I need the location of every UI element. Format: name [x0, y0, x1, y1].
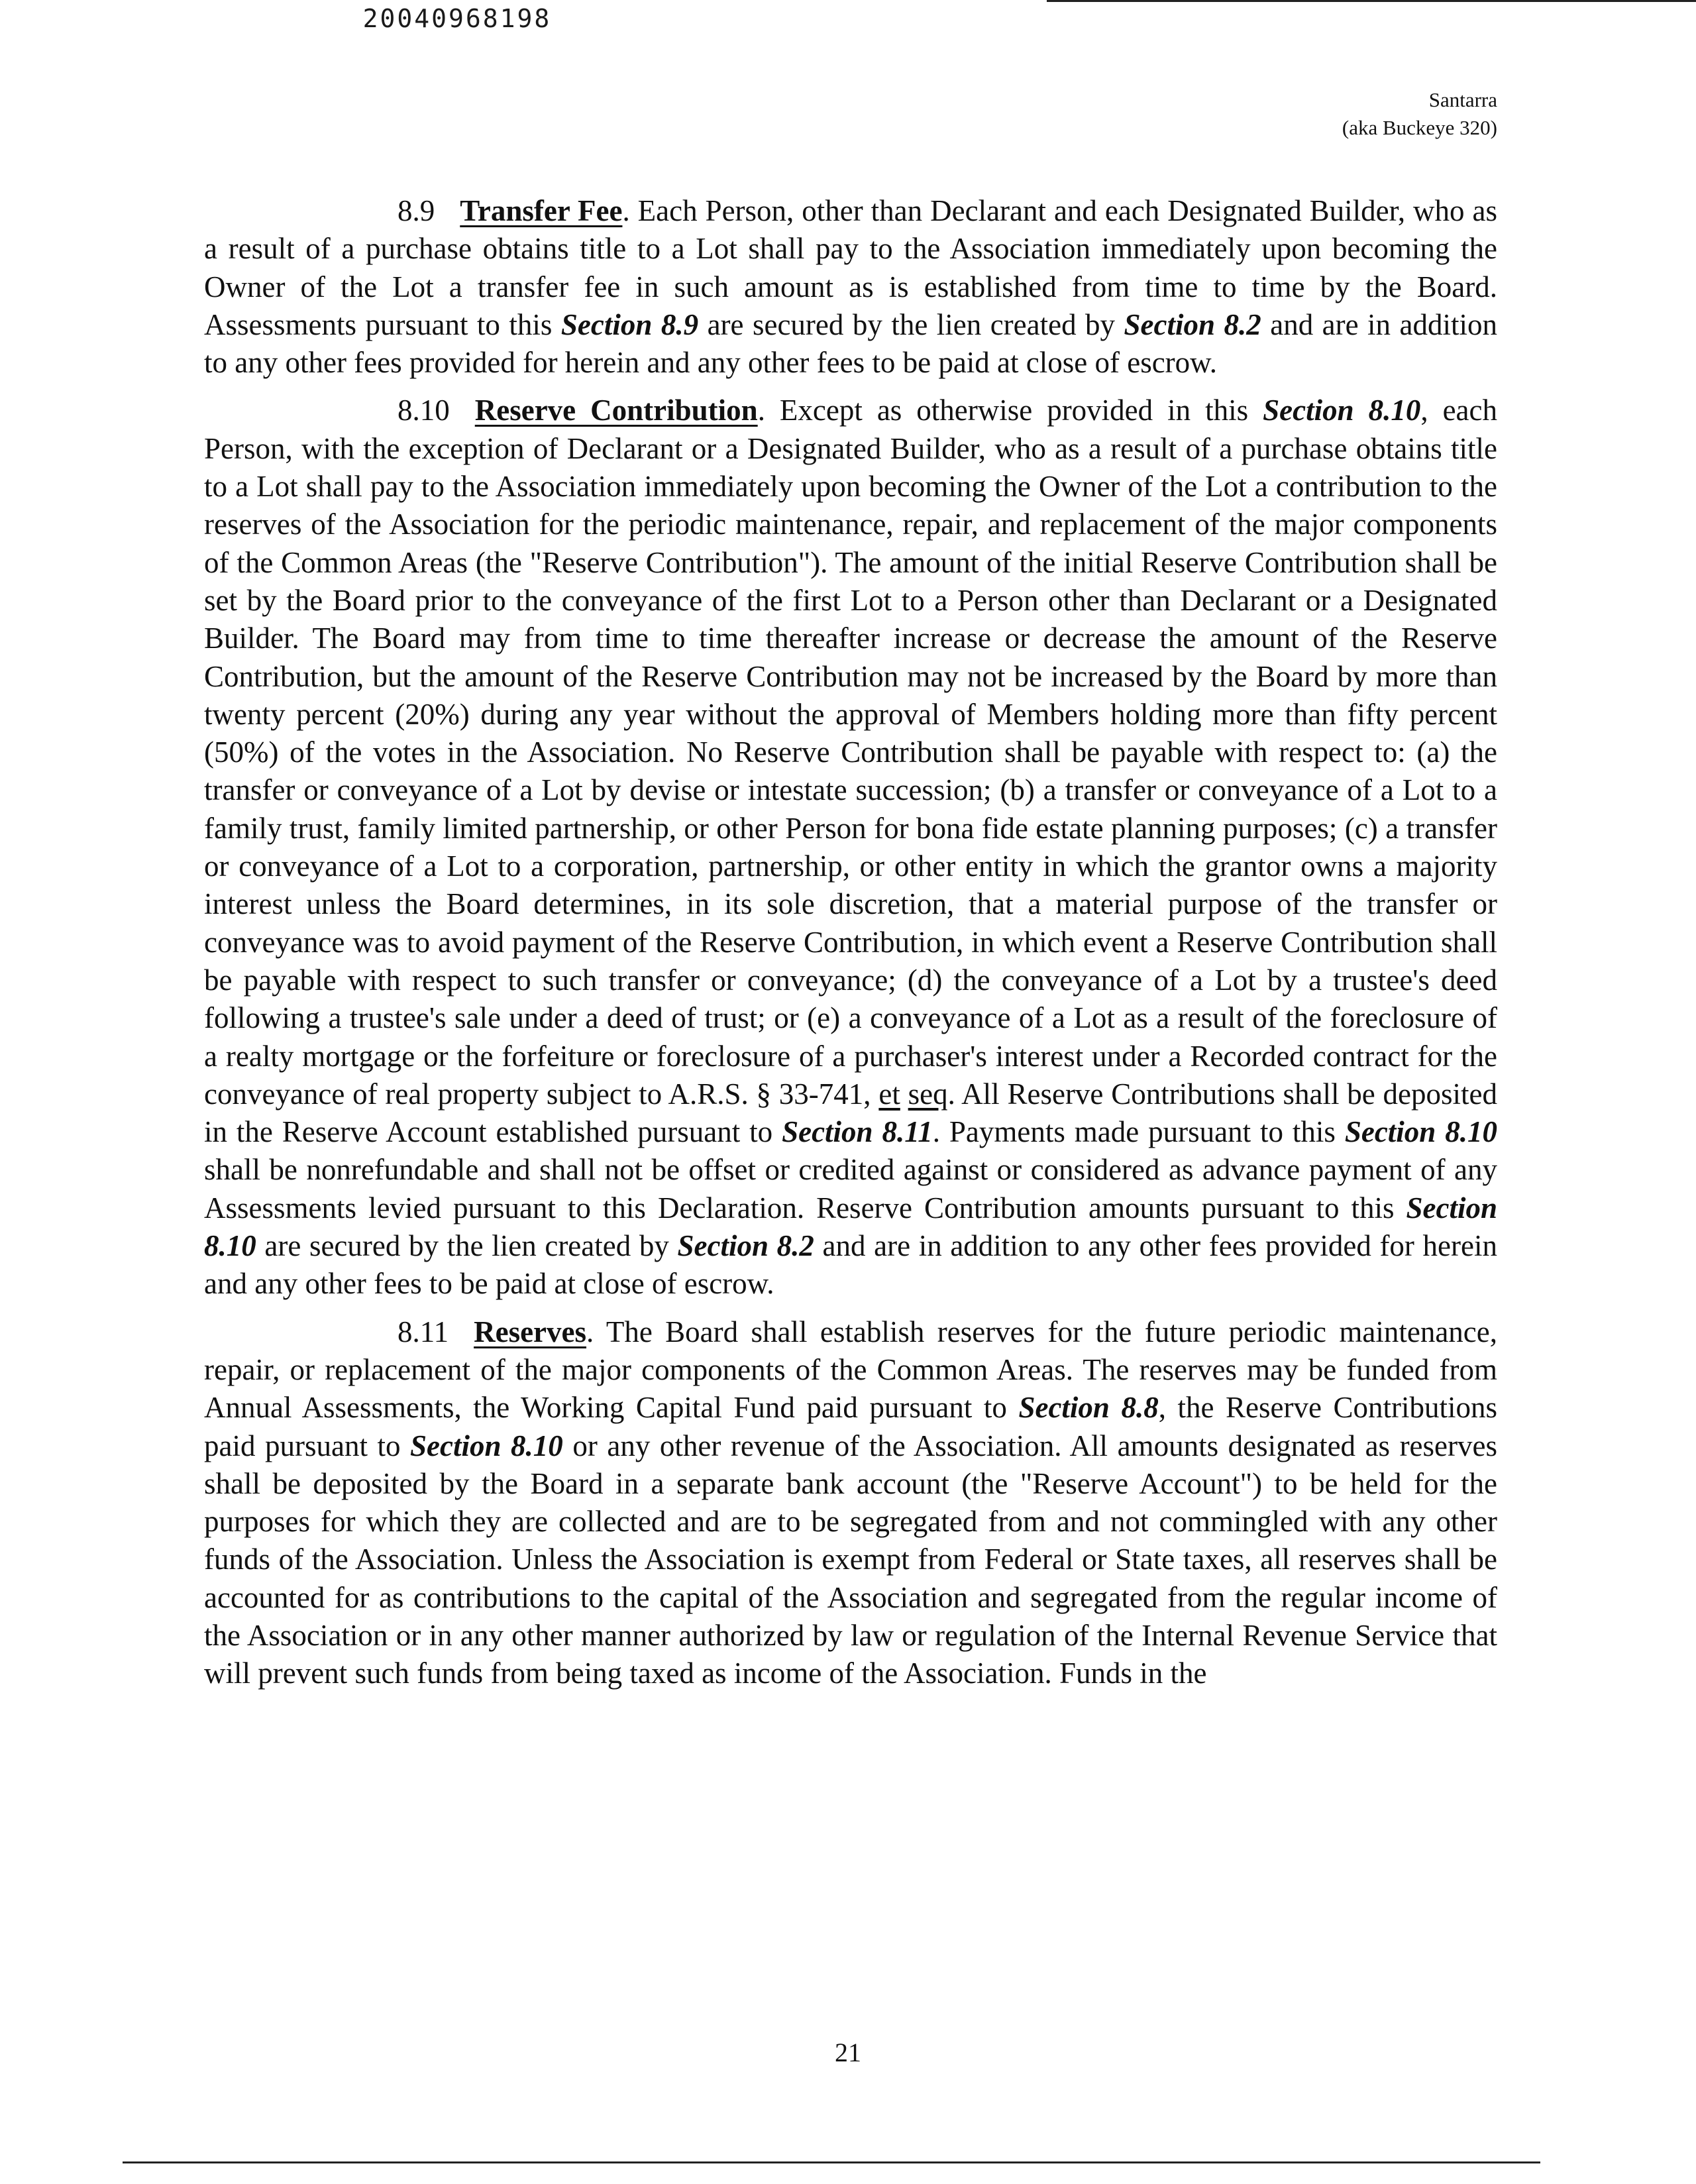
section-8-11-paragraph: [204, 1313, 1497, 1693]
section-number: 8.9: [398, 194, 435, 227]
section-reference: Section 8.10: [1344, 1115, 1497, 1149]
latin-term: seq: [908, 1077, 948, 1111]
body-text: Except as otherwise provided in this: [765, 394, 1263, 427]
bottom-rule: [123, 2161, 1540, 2163]
header-block: [1342, 86, 1497, 142]
section-reference: Section 8.10: [204, 1191, 1497, 1263]
section-heading: Reserve Contribution: [474, 394, 758, 427]
section-8-9-paragraph: [204, 192, 1497, 382]
latin-term: et: [878, 1077, 900, 1111]
section-reference: Section 8.2: [1124, 307, 1261, 341]
body-text: are secured by the lien created by: [256, 1229, 678, 1263]
body-text: and are in addition to any other fees provided for herein and any other fees to be paid at close of escrow.: [204, 307, 1497, 380]
body-text: are secured by the lien created by: [698, 307, 1124, 341]
section-reference: Section 8.2: [677, 1229, 814, 1263]
header-project-aka: (aka Buckeye 320): [1342, 116, 1497, 139]
heading-punct: .: [622, 194, 630, 227]
section-number: 8.11: [398, 1315, 449, 1348]
body-text: , each Person, with the exception of Declarant or a Designated Builder, who as a result of a purchase obtains title to a Lot shall pay to the Association immediately upon becoming the Owner of the Lot a contribution to the reserves of the Association for the periodic maintenance, repair, and replacement of the major components of the Common Areas (the "Reserve Contribution"). The amount of the initial Reserve Contribution shall be set by the Board prior to the conveyance of the first Lot to a Person other than Declarant or a Designated Builder. The Board may from time to time thereafter increase or decrease the amount of the Reserve Contribution, but the amount of the Reserve Contribution may not be increased by the Board by more than twenty percent (20%) during any year without the approval of Members holding more than fifty percent (50%) of the votes in the Association. No Reserve Contribution shall be payable with respect to: (a) the transfer or conveyance of a Lot by devise or intestate succession; (b) a transfer or conveyance of a Lot to a family trust, family limited partnership, or other Person for bona fide estate planning purposes; (c) a transfer or conveyance of a Lot to a corporation, partnership, or other entity in which the grantor owns a majority interest unless the Board determines, in its sole discretion, that a material purpose of the transfer or conveyance was to avoid payment of the Reserve Contribution, in which event a Reserve Contribution shall be payable with respect to such transfer or conveyance; (d) the conveyance of a Lot by a trustee's deed following a trustee's sale under a deed of trust; or (e) a conveyance of a Lot as a result of the foreclosure of a realty mortgage or the forfeiture or foreclosure of a purchaser's interest under a Recorded contract for the conveyance of real property subject to A.R.S. § 33-741,: [204, 394, 1497, 1111]
heading-punct: .: [757, 394, 765, 427]
heading-punct: .: [586, 1315, 594, 1348]
document-body: [204, 192, 1497, 1703]
body-text: shall be nonrefundable and shall not be offset or credited against or considered as advance payment of any Assessments levied pursuant to this Declaration. Reserve Contribution amounts pursuant to this: [204, 1153, 1497, 1225]
body-text: . Payments made pursuant to this: [932, 1115, 1345, 1149]
section-8-10-paragraph: [204, 392, 1497, 1303]
body-text: and are in addition to any other fees provided for herein and any other fees to be paid at close of escrow.: [204, 1229, 1497, 1301]
body-text: or any other revenue of the Association. All amounts designated as reserves shall be deposited by the Board in a separate bank account (the "Reserve Account") to be held for the purposes for which they are collected and are to be segregated from and not commingled with any other funds of the Association. Unless the Association is exempt from Federal or State taxes, all reserves shall be accounted for as contributions to the capital of the Association and segregated from the regular income of the Association or in any other manner authorized by law or regulation of the Internal Revenue Service that will prevent such funds from being taxed as income of the Association. Funds in the: [204, 1429, 1497, 1690]
section-reference: Section 8.10: [1263, 394, 1421, 427]
body-text: The Board shall establish reserves for the future periodic maintenance, repair, or replacement of the major components of the Common Areas. The reserves may be funded from Annual Assessments, the Working Capital Fund paid pursuant to: [204, 1315, 1497, 1425]
document-number: 20040968198: [362, 4, 552, 33]
body-text: [900, 1077, 908, 1111]
section-number: 8.10: [398, 394, 450, 427]
section-reference: Section 8.10: [410, 1429, 563, 1462]
page-number: 21: [835, 2038, 861, 2067]
section-reference: Section 8.9: [560, 307, 699, 341]
body-text: , the Reserve Contributions paid pursuant to: [204, 1391, 1497, 1462]
body-text: . All Reserve Contributions shall be deposited in the Reserve Account established pursuant to: [204, 1077, 1498, 1149]
top-rule: [1047, 0, 1696, 2]
section-heading: Transfer Fee: [460, 194, 623, 227]
section-reference: Section 8.8: [1018, 1391, 1159, 1425]
section-heading: Reserves: [474, 1315, 587, 1348]
header-project-name: Santarra: [1428, 88, 1497, 111]
body-text: Each Person, other than Declarant and each Designated Builder, who as a result of a purchase obtains title to a Lot shall pay to the Association immediately upon becoming the Owner of the Lot a transfer fee in such amount as is established from time to time by the Board. Assessments pursuant to this: [204, 194, 1497, 341]
section-reference: Section 8.11: [782, 1115, 933, 1149]
